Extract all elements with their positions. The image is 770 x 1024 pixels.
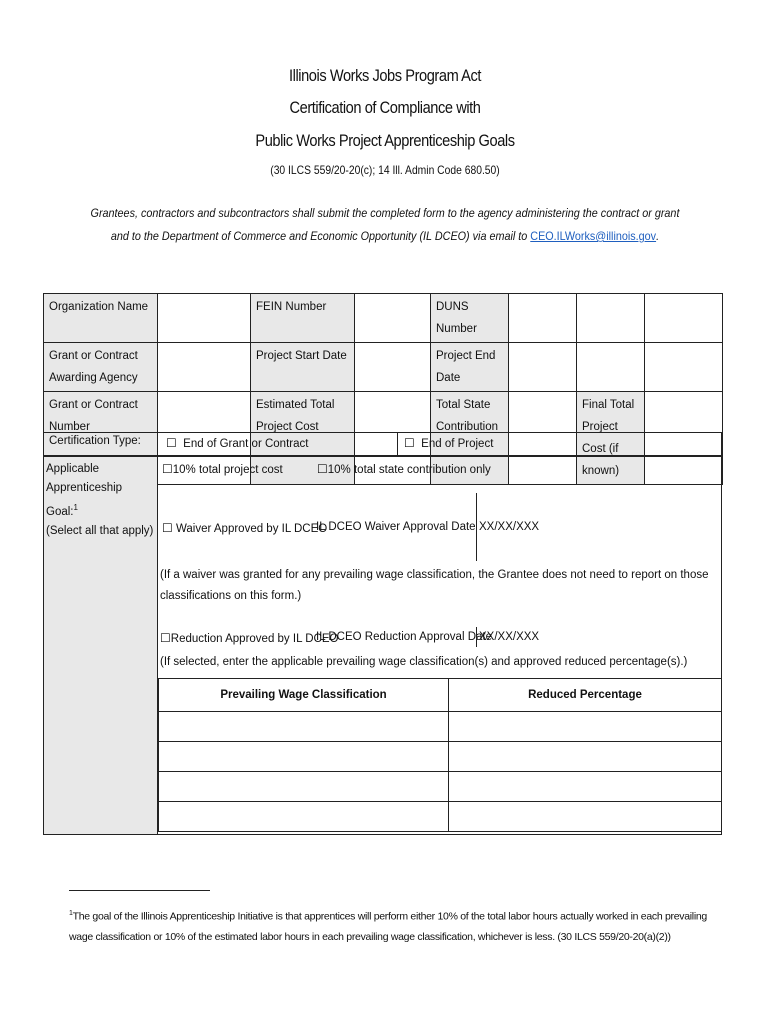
instructions <box>84 202 687 248</box>
reduced-percentage-field[interactable] <box>449 772 722 802</box>
waiver-date-label: IL DCEO Waiver Approval Date <box>316 521 476 533</box>
state-contribution-label: Total State Contribution <box>431 392 509 485</box>
reduction-option-label: Reduction Approved by IL DCEO <box>170 633 339 645</box>
waiver-option-label: Waiver Approved by IL DCEO <box>175 523 328 535</box>
awarding-agency-field[interactable] <box>158 343 251 392</box>
table-row <box>159 772 722 802</box>
cert-option-end-project-label: End of Project <box>421 438 494 450</box>
reduction-date-label: IL DCEO Reduction Approval Date <box>316 631 492 643</box>
option-10-state-contribution[interactable] <box>317 462 491 476</box>
wage-classification-field[interactable] <box>159 802 449 832</box>
footnote-marker: 1 <box>69 910 73 917</box>
waiver-note: (If a waiver was granted for any prevailing wage classification, the Grantee does not need to report on those classifications on this form.) <box>160 569 709 602</box>
select-note: (Select all that apply) <box>46 524 154 537</box>
project-end-label: Project End Date <box>431 343 509 392</box>
checkbox-icon[interactable]: ☐ <box>162 521 173 535</box>
fein-label: FEIN Number <box>251 294 355 343</box>
title-line-3: Public Works Project Apprenticeship Goals <box>255 131 515 150</box>
project-end-field[interactable] <box>509 343 577 392</box>
reduced-percentage-table <box>158 678 722 832</box>
certification-type-label: Certification Type: <box>44 433 158 455</box>
table-row <box>159 712 722 742</box>
awarding-agency-label: Grant or Contract Awarding Agency <box>44 343 158 392</box>
wage-classification-field[interactable] <box>159 742 449 772</box>
reduction-note: (If selected, enter the applicable prevailing wage classification(s) and approved reduced percentage(s).) <box>160 656 688 668</box>
footnote-separator <box>69 890 210 891</box>
checkbox-icon[interactable]: ☐ <box>317 462 328 476</box>
footnote <box>69 904 709 947</box>
title-line-1: Illinois Works Jobs Program Act <box>289 66 481 85</box>
checkbox-icon[interactable]: ☐ <box>160 631 171 645</box>
wage-classification-header: Prevailing Wage Classification <box>159 679 449 712</box>
footnote-text: The goal of the Illinois Apprenticeship Initiative is that apprentices will perform either 10% of the total labor hours actually worked in each prevailing wage classification or 10% of the estimated labor hours in each prevailing wage classification, whichever is less. (30 ILCS 559/20-20(a)(2)) <box>69 910 707 943</box>
goal-label: Applicable Apprenticeship Goal: <box>46 463 123 518</box>
option-10-project-cost-label: 10% total project cost <box>172 464 283 476</box>
reduction-date-field[interactable]: XX/XX/XXX <box>479 631 540 643</box>
final-cost-label: Final Total Project Cost (if known) <box>577 392 645 485</box>
certification-type-row <box>43 432 722 456</box>
table-row <box>159 742 722 772</box>
checkbox-icon[interactable]: ☐ <box>166 436 177 450</box>
instructions-period: . <box>656 229 660 243</box>
reduced-percentage-field[interactable] <box>449 712 722 742</box>
divider <box>397 433 398 455</box>
option-10-project-cost[interactable] <box>162 462 283 476</box>
duns-label: DUNS Number <box>431 294 509 343</box>
statute-citation: (30 ILCS 559/20-20(c); 14 Ill. Admin Code 680.50) <box>270 163 500 177</box>
reduced-percentage-field[interactable] <box>449 742 722 772</box>
reduced-percentage-field[interactable] <box>449 802 722 832</box>
reduction-option[interactable] <box>160 631 338 645</box>
organization-name-field[interactable] <box>158 294 251 343</box>
goal-label-cell <box>44 457 158 834</box>
apprenticeship-goal-section <box>43 456 722 835</box>
duns-field[interactable] <box>509 294 577 343</box>
title-line-2: Certification of Compliance with <box>289 98 481 117</box>
blank-cell <box>645 294 723 343</box>
waiver-option[interactable] <box>162 521 327 535</box>
fein-field[interactable] <box>355 294 431 343</box>
blank-cell <box>577 294 645 343</box>
footnote-ref: 1 <box>73 503 78 512</box>
table-row <box>159 802 722 832</box>
wage-classification-field[interactable] <box>159 772 449 802</box>
blank-cell <box>645 343 723 392</box>
project-start-field[interactable] <box>355 343 431 392</box>
waiver-date-divider <box>476 493 477 561</box>
reduced-percentage-header: Reduced Percentage <box>449 679 722 712</box>
option-10-state-contribution-label: 10% total state contribution only <box>327 464 491 476</box>
cert-option-end-project[interactable] <box>404 436 493 450</box>
project-start-label: Project Start Date <box>251 343 355 392</box>
wage-classification-field[interactable] <box>159 712 449 742</box>
instructions-text: Grantees, contractors and subcontractors shall submit the completed form to the agency administering the contract or grant and to the Department of Commerce and Economic Opportunity (IL DCEO) via email to <box>90 206 680 243</box>
reduction-date-divider <box>476 627 477 647</box>
waiver-date-field[interactable]: XX/XX/XXX <box>479 521 540 533</box>
blank-cell <box>577 343 645 392</box>
organization-name-label: Organization Name <box>44 294 158 343</box>
estimated-cost-label: Estimated Total Project Cost <box>251 392 355 485</box>
email-link[interactable]: CEO.ILWorks@illinois.gov <box>530 229 657 243</box>
cert-option-end-grant[interactable] <box>166 436 308 450</box>
checkbox-icon[interactable]: ☐ <box>404 436 415 450</box>
checkbox-icon[interactable]: ☐ <box>162 462 173 476</box>
cert-option-end-grant-label: End of Grant or Contract <box>183 438 309 450</box>
contract-number-label: Grant or Contract Number <box>44 392 158 485</box>
